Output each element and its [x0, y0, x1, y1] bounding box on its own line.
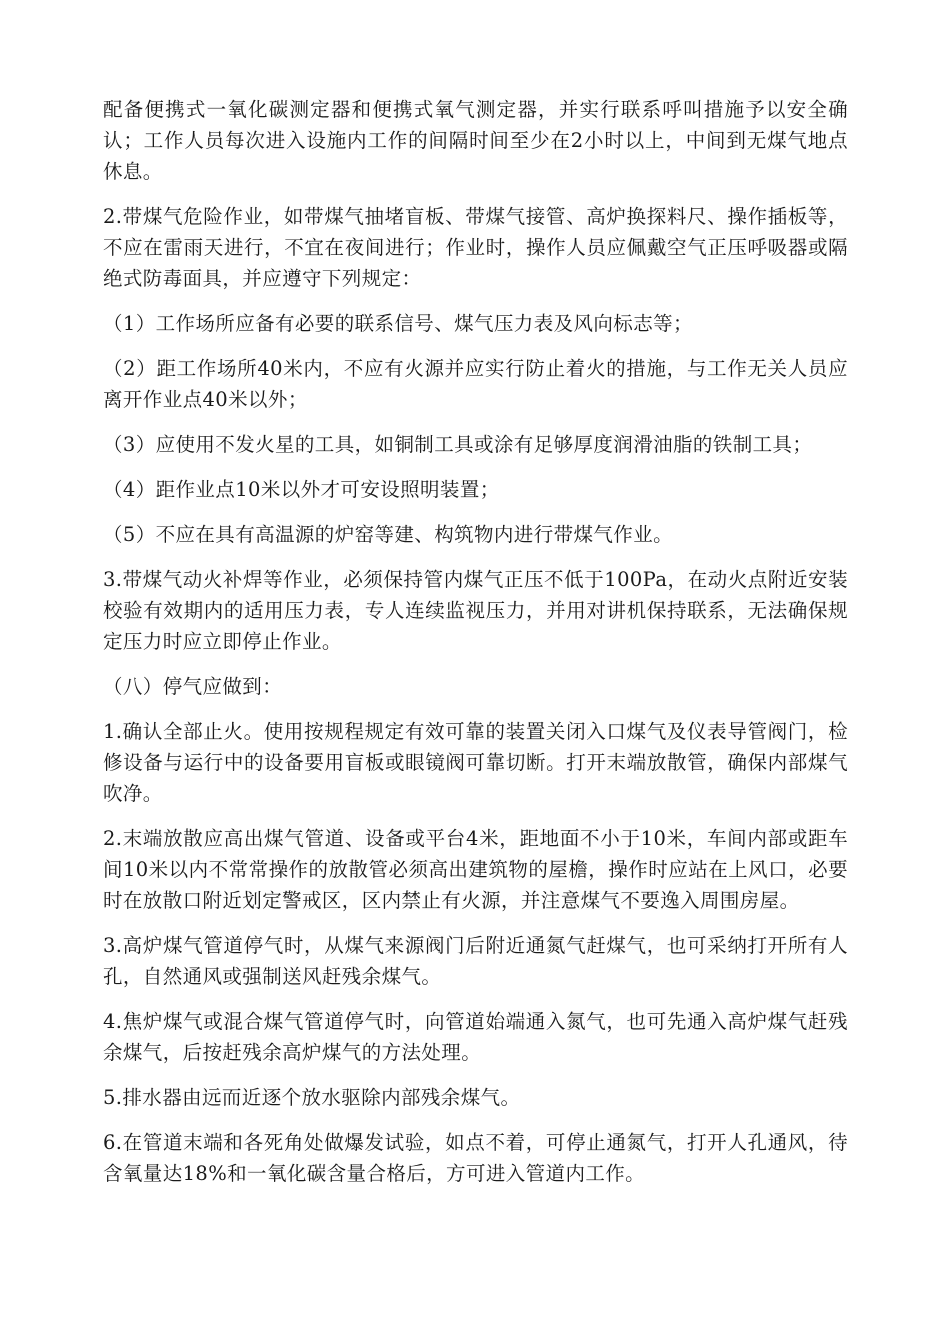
- paragraph-subitem-2: （2）距工作场所40米内，不应有火源并应实行防止着火的措施，与工作无关人员应离开作业点40米以外；: [103, 357, 848, 411]
- paragraph-item-3: 3.带煤气动火补焊等作业，必须保持管内煤气正压不低于100Pa，在动火点附近安装校验有效期内的适用压力表，专人连续监视压力，并用对讲机保持联系，无法确保规定压力时应立即停止作业。: [103, 568, 848, 653]
- paragraph-item-2: 2.带煤气危险作业，如带煤气抽堵盲板、带煤气接管、高炉换探料尺、操作插板等，不应在雷雨天进行，不宜在夜间进行；作业时，操作人员应佩戴空气正压呼吸器或隔绝式防毒面具，并应遵守下列规定：: [103, 205, 848, 290]
- paragraph-stop-3: 3.高炉煤气管道停气时，从煤气来源阀门后附近通氮气赶煤气，也可采纳打开所有人孔，自然通风或强制送风赶残余煤气。: [103, 934, 848, 988]
- paragraph-stop-4: 4.焦炉煤气或混合煤气管道停气时，向管道始端通入氮气，也可先通入高炉煤气赶残余煤气，后按赶残余高炉煤气的方法处理。: [103, 1010, 848, 1064]
- paragraph-stop-5: 5.排水器由远而近逐个放水驱除内部残余煤气。: [103, 1086, 521, 1109]
- section-heading: （八）停气应做到：: [103, 675, 283, 698]
- paragraph-subitem-1: （1）工作场所应备有必要的联系信号、煤气压力表及风向标志等；: [103, 312, 693, 335]
- paragraph-stop-6: 6.在管道末端和各死角处做爆发试验，如点不着，可停止通氮气，打开人孔通风，待含氧量达18%和一氧化碳含量合格后，方可进入管道内工作。: [103, 1131, 848, 1185]
- paragraph-stop-2: 2.末端放散应高出煤气管道、设备或平台4米，距地面不小于10米，车间内部或距车间10米以内不常常操作的放散管必须高出建筑物的屋檐，操作时应站在上风口，必要时在放散口附近划定警戒区，区内禁止有火源，并注意煤气不要逸入周围房屋。: [103, 827, 848, 912]
- paragraph-subitem-4: （4）距作业点10米以外才可安设照明装置；: [103, 478, 500, 501]
- paragraph-subitem-5: （5）不应在具有高温源的炉窑等建、构筑物内进行带煤气作业。: [103, 523, 674, 546]
- paragraph-stop-1: 1.确认全部止火。使用按规程规定有效可靠的装置关闭入口煤气及仪表导管阀门，检修设备与运行中的设备要用盲板或眼镜阀可靠切断。打开末端放散管，确保内部煤气吹净。: [103, 720, 848, 805]
- paragraph-continuation: 配备便携式一氧化碳测定器和便携式氧气测定器，并实行联系呼叫措施予以安全确认；工作人员每次进入设施内工作的间隔时间至少在2小时以上，中间到无煤气地点休息。: [103, 98, 848, 183]
- document-body: [103, 94, 848, 1203]
- paragraph-subitem-3: （3）应使用不发火星的工具，如铜制工具或涂有足够厚度润滑油脂的铁制工具；: [103, 433, 813, 456]
